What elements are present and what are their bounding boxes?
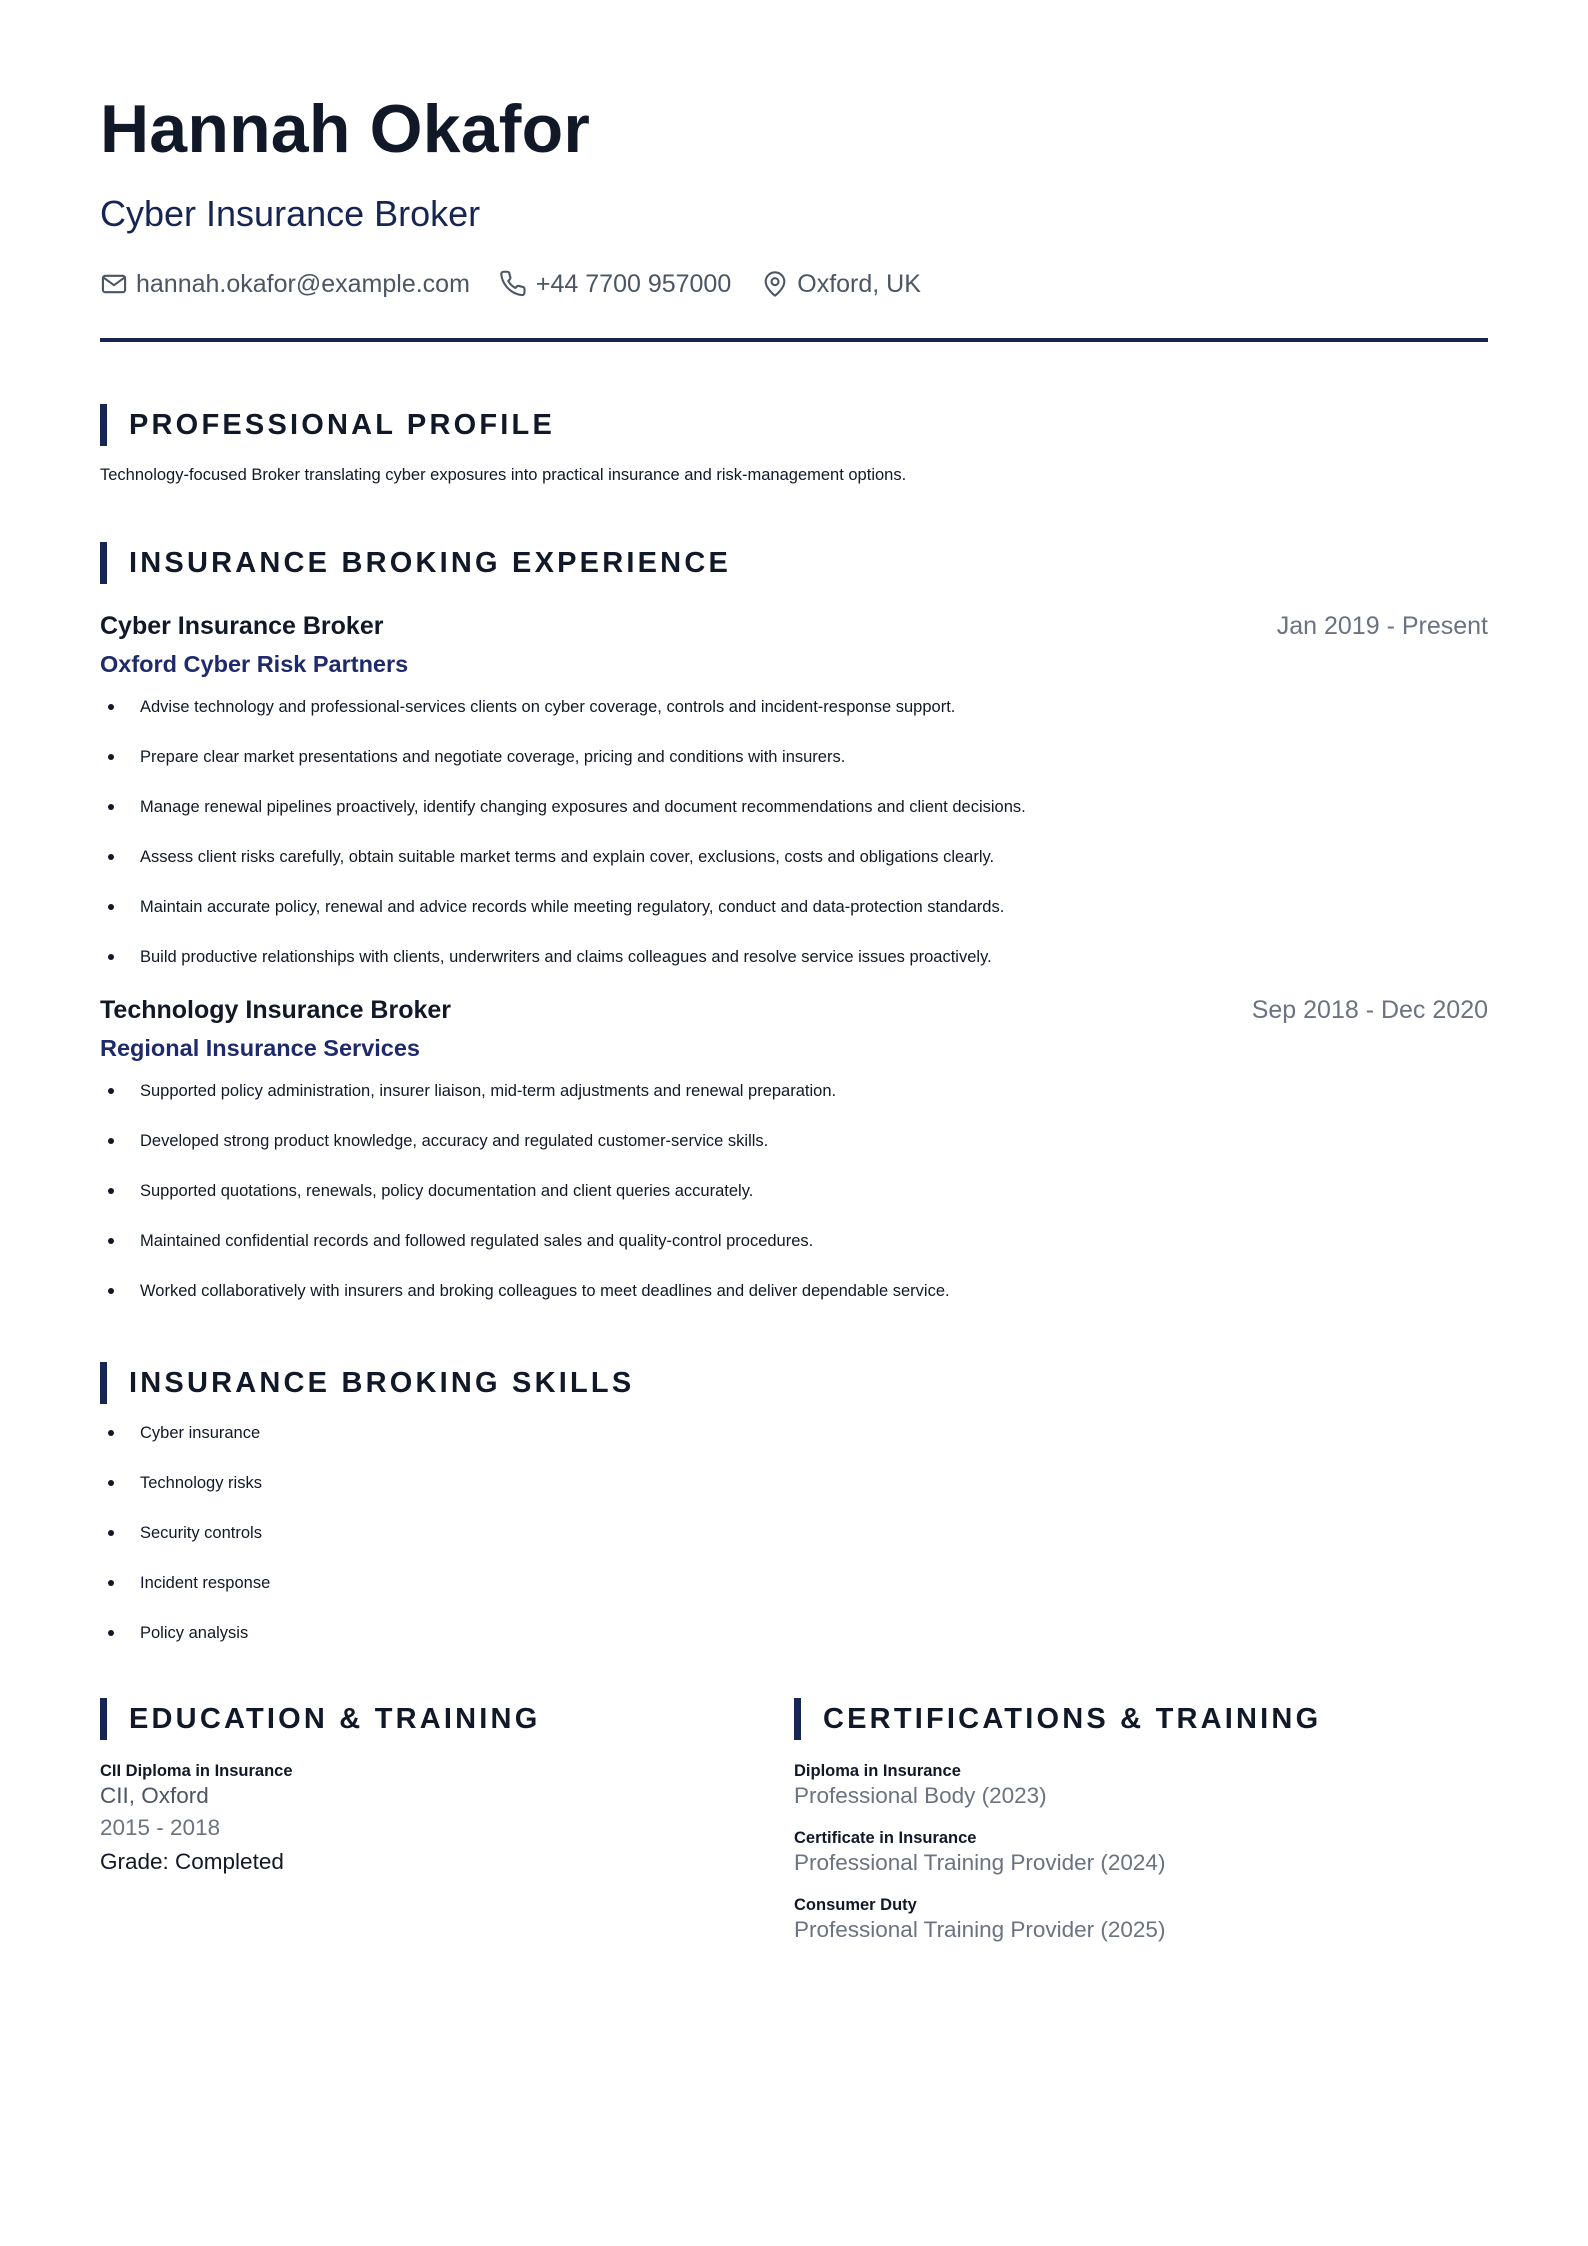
job-header	[100, 996, 1488, 1025]
job-company: Oxford Cyber Risk Partners	[100, 651, 409, 677]
profile-heading: PROFESSIONAL PROFILE	[129, 408, 556, 441]
skill-item: Technology risks	[100, 1472, 1488, 1494]
education-certifications-row	[100, 1698, 1488, 1943]
map-pin-icon	[761, 270, 789, 298]
institution: CII, Oxford	[100, 1783, 209, 1808]
heading-accent-bar	[100, 1362, 107, 1404]
section-heading	[100, 1698, 794, 1740]
degree-title: CII Diploma in Insurance	[100, 1762, 293, 1780]
list-item: Advise technology and professional-services clients on cyber coverage, controls and incident-response support.	[100, 696, 1488, 718]
list-item: Assess client risks carefully, obtain suitable market terms and explain cover, exclusions, costs and obligations clearly.	[100, 846, 1488, 868]
contact-email[interactable]	[100, 270, 470, 299]
job-dates: Jan 2019 - Present	[1276, 612, 1488, 640]
section-heading	[100, 1362, 1488, 1404]
list-item: Manage renewal pipelines proactively, identify changing exposures and document recommendations and client decisions.	[100, 796, 1488, 818]
list-item: Developed strong product knowledge, accuracy and regulated customer-service skills.	[100, 1130, 1488, 1152]
list-item: Prepare clear market presentations and negotiate coverage, pricing and conditions with insurers.	[100, 746, 1488, 768]
job-company: Regional Insurance Services	[100, 1035, 421, 1061]
profile-summary: Technology-focused Broker translating cyber exposures into practical insurance and risk-management options.	[100, 466, 907, 484]
candidate-name: Hannah Okafor	[100, 91, 591, 167]
certification-name: Diploma in Insurance	[794, 1762, 961, 1780]
list-item: Maintained confidential records and followed regulated sales and quality-control procedures.	[100, 1230, 1488, 1252]
heading-accent-bar	[100, 542, 107, 584]
header-divider	[100, 338, 1488, 342]
job-entry	[100, 612, 1488, 968]
list-item: Build productive relationships with clients, underwriters and claims colleagues and resolve service issues proactively.	[100, 946, 1488, 968]
location-text: Oxford, UK	[797, 269, 921, 298]
job-title: Cyber Insurance Broker	[100, 612, 384, 640]
section-heading	[100, 542, 1488, 584]
section-heading	[100, 404, 1488, 446]
certification-issuer: Professional Training Provider (2024)	[794, 1850, 1166, 1875]
job-title: Technology Insurance Broker	[100, 996, 452, 1024]
skill-item: Policy analysis	[100, 1622, 1488, 1644]
list-item: Supported policy administration, insurer liaison, mid-term adjustments and renewal preparation.	[100, 1080, 1488, 1102]
phone-text: +44 7700 957000	[535, 269, 732, 298]
contact-phone[interactable]	[500, 270, 731, 299]
education-section	[100, 1698, 794, 1943]
certification-issuer: Professional Body (2023)	[794, 1783, 1047, 1808]
job-bullets	[100, 696, 1488, 968]
certification-issuer: Professional Training Provider (2025)	[794, 1917, 1166, 1942]
list-item: Maintain accurate policy, renewal and advice records while meeting regulatory, conduct and data-protection standards.	[100, 896, 1488, 918]
email-text: hannah.okafor@example.com	[136, 269, 470, 298]
education-heading: EDUCATION & TRAINING	[129, 1702, 541, 1735]
contact-row	[100, 266, 1488, 302]
skills-heading: INSURANCE BROKING SKILLS	[129, 1366, 635, 1399]
skills-list	[100, 1422, 1488, 1644]
certification-name: Certificate in Insurance	[794, 1829, 977, 1847]
heading-accent-bar	[100, 404, 107, 446]
skills-section	[100, 1362, 1488, 1644]
job-dates: Sep 2018 - Dec 2020	[1251, 996, 1488, 1024]
education-dates: 2015 - 2018	[100, 1815, 221, 1840]
experience-section	[100, 542, 1488, 1302]
section-heading	[794, 1698, 1488, 1740]
job-header	[100, 612, 1488, 641]
list-item: Supported quotations, renewals, policy documentation and client queries accurately.	[100, 1180, 1488, 1202]
experience-heading: INSURANCE BROKING EXPERIENCE	[129, 546, 731, 579]
certification-item	[794, 1896, 1488, 1943]
certification-item	[794, 1762, 1488, 1809]
headline: Cyber Insurance Broker	[100, 193, 481, 234]
mail-icon	[100, 270, 128, 298]
job-entry	[100, 996, 1488, 1302]
certification-name: Consumer Duty	[794, 1896, 917, 1914]
job-bullets	[100, 1080, 1488, 1302]
contact-location	[761, 270, 921, 299]
certifications-heading: CERTIFICATIONS & TRAINING	[823, 1702, 1322, 1735]
phone-icon	[500, 270, 528, 298]
heading-accent-bar	[100, 1698, 107, 1740]
certifications-section	[794, 1698, 1488, 1943]
skill-item: Incident response	[100, 1572, 1488, 1594]
profile-section	[100, 404, 1488, 486]
skill-item: Security controls	[100, 1522, 1488, 1544]
education-grade: Grade: Completed	[100, 1849, 284, 1874]
skill-item: Cyber insurance	[100, 1422, 1488, 1444]
list-item: Worked collaboratively with insurers and broking colleagues to meet deadlines and deliver dependable service.	[100, 1280, 1488, 1302]
certification-item	[794, 1829, 1488, 1876]
heading-accent-bar	[794, 1698, 801, 1740]
